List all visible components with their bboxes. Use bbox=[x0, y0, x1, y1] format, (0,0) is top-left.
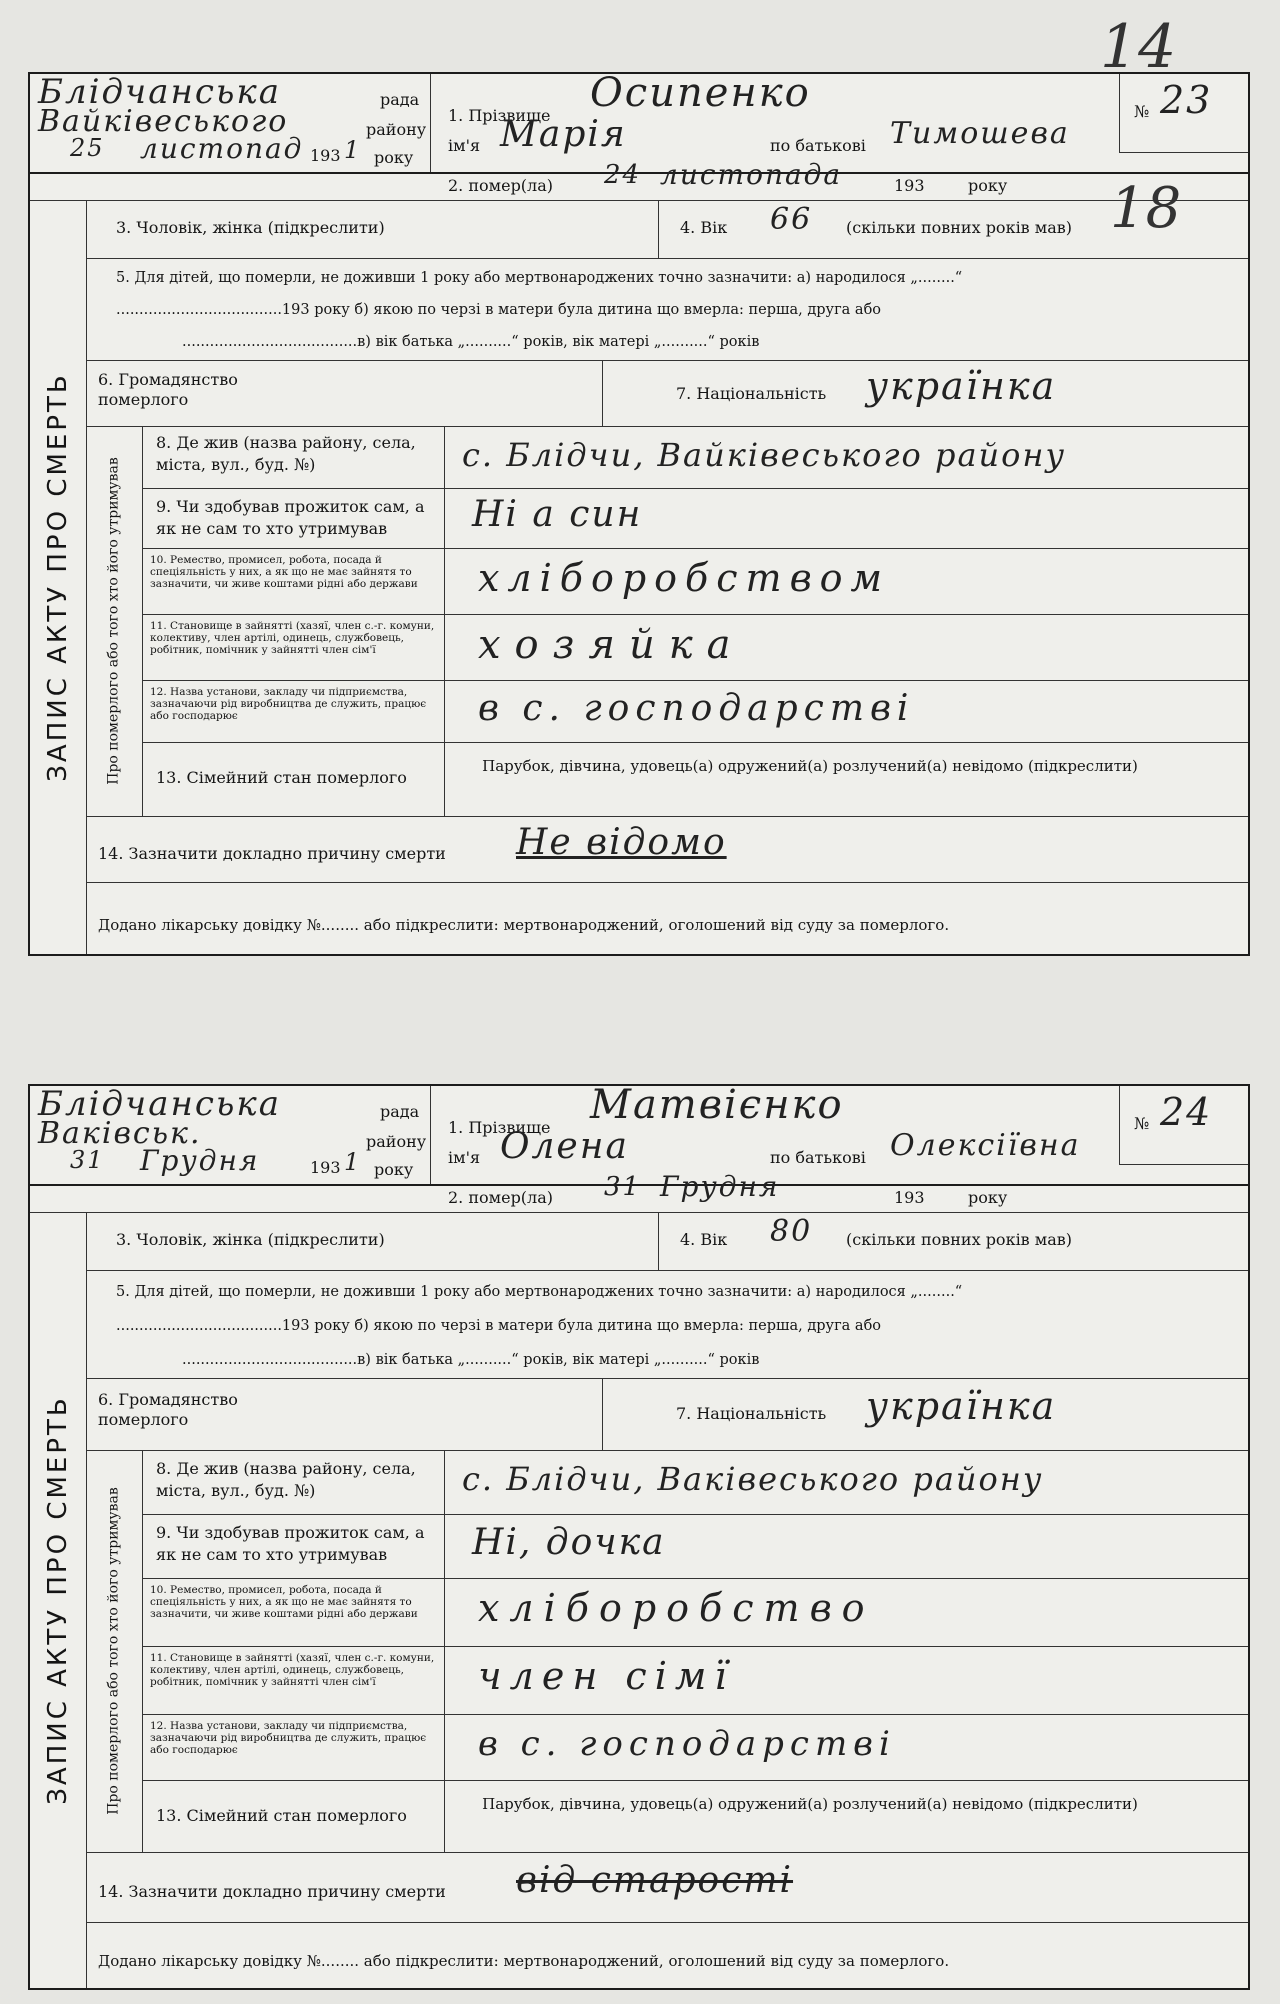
surname: Матвієнко bbox=[590, 1082, 844, 1128]
patronymic: Тимошева bbox=[890, 116, 1070, 151]
side-group-label: Про померлого або того хто його утримував bbox=[105, 457, 122, 785]
patronymic-label: по батькові bbox=[770, 136, 866, 155]
death-record-form-1 bbox=[28, 72, 1250, 956]
age-suffix: (скільки повних років мав) bbox=[846, 218, 1073, 237]
death-day: 24 bbox=[604, 160, 642, 190]
rada-name: Блідчанська bbox=[38, 72, 281, 112]
row-footer bbox=[86, 1922, 1248, 1986]
workplace-label: 12. Назва установи, закладу чи підприємства, зазначаючи рід виробництва де служить, працює або господарює bbox=[150, 1720, 427, 1756]
first-name-label: ім'я bbox=[448, 136, 481, 155]
vertical-title: ЗАПИС АКТУ ПРО СМЕРТЬ bbox=[43, 1395, 73, 1805]
form-header bbox=[30, 70, 1248, 174]
occupation-label: 10. Ремество, промисел, робота, посада й спеціяльність у них, а як що не має зайнятя то зазначити, чи живе коштами рідні або держави bbox=[150, 1584, 418, 1620]
rada-label: рада bbox=[380, 90, 420, 109]
rayon-name: Вайківеського bbox=[38, 104, 289, 139]
children-line-1: 5. Для дітей, що померли, не доживши 1 року або мертвонароджених точно зазначити: а) народилося „........“ bbox=[116, 270, 963, 286]
vertical-title: ЗАПИС АКТУ ПРО СМЕРТЬ bbox=[43, 372, 73, 782]
first-name-label: ім'я bbox=[448, 1148, 481, 1167]
occupation: хліборобство bbox=[478, 1586, 875, 1630]
record-number-box bbox=[1119, 74, 1248, 153]
row-status bbox=[142, 1646, 1248, 1715]
children-line-2: ....................................193 року б) якою по черзі в матери була дитина що вмерла: перша, друга або bbox=[116, 1318, 882, 1334]
reg-month: листопад bbox=[140, 132, 304, 165]
residence-label: 8. Де жив (назва району, села, міста, вул., буд. №) bbox=[156, 1459, 416, 1500]
nationality-label: 7. Національність bbox=[676, 384, 827, 403]
row-children bbox=[86, 1270, 1248, 1379]
corner-mark-1: 14 bbox=[1100, 12, 1177, 82]
roku-label: року bbox=[374, 148, 414, 167]
residence: с. Блідчи, Ваківеського району bbox=[462, 1460, 1044, 1498]
row-citizenship bbox=[86, 360, 1248, 427]
cause-label: 14. Зазначити докладно причину смерти bbox=[98, 1882, 446, 1901]
reg-year-digit: 1 bbox=[344, 136, 362, 164]
death-record-form-2 bbox=[28, 1084, 1250, 1990]
row-workplace bbox=[142, 1714, 1248, 1781]
rayon-name: Ваківськ. bbox=[38, 1116, 202, 1151]
side-group-column bbox=[86, 1450, 143, 1853]
row-marital bbox=[142, 1780, 1248, 1853]
reg-day: 31 bbox=[70, 1146, 105, 1174]
side-group-column bbox=[86, 426, 143, 817]
reg-day: 25 bbox=[70, 134, 105, 162]
record-number-box bbox=[1119, 1086, 1248, 1165]
occupation-label: 10. Ремество, промисел, робота, посада й спеціяльність у них, а як що не має зайнятя то зазначити, чи живе коштами рідні або держави bbox=[150, 554, 418, 590]
rada-name: Блідчанська bbox=[38, 1084, 281, 1124]
reg-year-prefix: 193 bbox=[310, 1158, 341, 1177]
row-cause bbox=[86, 816, 1248, 883]
patronymic-label: по батькові bbox=[770, 1148, 866, 1167]
row-occupation bbox=[142, 1578, 1248, 1647]
children-line-3: ......................................в) вік батька „..........“ років, вік матері „..........“ років bbox=[182, 334, 760, 350]
row-children bbox=[86, 258, 1248, 361]
livelihood: Ні а син bbox=[472, 494, 643, 535]
livelihood-label: 9. Чи здобував прожиток сам, а як не сам то хто утримував bbox=[156, 497, 425, 538]
nationality-label: 7. Національність bbox=[676, 1404, 827, 1423]
residence-label: 8. Де жив (назва району, села, міста, вул., буд. №) bbox=[156, 433, 416, 474]
reg-year-digit: 1 bbox=[344, 1148, 362, 1176]
row-livelihood bbox=[142, 488, 1248, 549]
surname: Осипенко bbox=[590, 70, 811, 116]
age-value: 66 bbox=[770, 202, 813, 237]
citizenship-label: 6. Громадянство померлого bbox=[98, 1390, 238, 1429]
number-sign: № bbox=[1134, 102, 1150, 121]
surname-label: 1. Прізвище bbox=[448, 106, 551, 125]
residence: с. Блідчи, Вайківеського району bbox=[462, 436, 1067, 474]
death-year-prefix: 193 bbox=[894, 176, 925, 195]
death-year-prefix: 193 bbox=[894, 1188, 925, 1207]
children-line-1: 5. Для дітей, що померли, не доживши 1 року або мертвонароджених точно зазначити: а) народилося „........“ bbox=[116, 1284, 963, 1300]
row-workplace bbox=[142, 680, 1248, 743]
workplace: в с. господарстві bbox=[478, 688, 915, 729]
row-sex-age bbox=[86, 1212, 1248, 1271]
form-header bbox=[30, 1082, 1248, 1186]
row-residence bbox=[142, 1450, 1248, 1515]
nationality: українка bbox=[866, 364, 1057, 408]
children-line-3: ......................................в) вік батька „..........“ років, вік матері „..........“ років bbox=[182, 1352, 760, 1368]
side-mark-1: 18 bbox=[1110, 176, 1182, 241]
occupation: хліборобством bbox=[478, 556, 891, 600]
side-group-label: Про померлого або того хто його утримував bbox=[105, 1487, 122, 1815]
vertical-title-column bbox=[30, 1212, 87, 1988]
row-cause bbox=[86, 1852, 1248, 1923]
marital-label: 13. Сімейний стан померлого bbox=[156, 768, 407, 787]
age-value: 80 bbox=[770, 1214, 813, 1249]
rada-label: рада bbox=[380, 1102, 420, 1121]
row-marital bbox=[142, 742, 1248, 817]
row-residence bbox=[142, 426, 1248, 489]
status-label: 11. Становище в зайнятті (хазяї, член с.-г. комуни, колективу, член артілі, одинець, службовець, робітник, помічник у зайнятті член сім'ї bbox=[150, 1652, 435, 1688]
sex-label: 3. Чоловік, жінка (підкреслити) bbox=[116, 218, 385, 237]
workplace: в с. господарстві bbox=[478, 1724, 896, 1764]
row-footer bbox=[86, 882, 1248, 952]
status: член сімї bbox=[478, 1654, 735, 1698]
cause: Не відомо bbox=[516, 822, 727, 863]
death-day: 31 bbox=[604, 1172, 642, 1202]
first-name: Олена bbox=[500, 1126, 629, 1167]
row-livelihood bbox=[142, 1514, 1248, 1579]
age-label: 4. Вік bbox=[680, 218, 728, 237]
record-number: 23 bbox=[1160, 78, 1213, 122]
reg-year-prefix: 193 bbox=[310, 146, 341, 165]
children-line-2: ....................................193 року б) якою по черзі в матери була дитина що вмерла: перша, друга або bbox=[116, 302, 882, 318]
livelihood-label: 9. Чи здобував прожиток сам, а як не сам то хто утримував bbox=[156, 1523, 425, 1564]
age-suffix: (скільки повних років мав) bbox=[846, 1230, 1073, 1249]
row-citizenship bbox=[86, 1378, 1248, 1451]
header-left bbox=[30, 1086, 431, 1184]
rayon-label: району bbox=[366, 120, 427, 139]
marital-label: 13. Сімейний стан померлого bbox=[156, 1806, 407, 1825]
death-month: листопада bbox=[660, 158, 843, 191]
row-sex-age bbox=[86, 200, 1248, 259]
citizenship-label: 6. Громадянство померлого bbox=[98, 370, 238, 409]
status: хозяйка bbox=[478, 622, 745, 668]
rayon-label: району bbox=[366, 1132, 427, 1151]
surname-label: 1. Прізвище bbox=[448, 1118, 551, 1137]
reg-month: Грудня bbox=[140, 1144, 260, 1177]
marital-options: Парубок, дівчина, удовець(а) одружений(а) розлучений(а) невідомо (підкреслити) bbox=[482, 757, 1138, 775]
age-label: 4. Вік bbox=[680, 1230, 728, 1249]
livelihood: Ні, дочка bbox=[472, 1522, 666, 1563]
sex-label: 3. Чоловік, жінка (підкреслити) bbox=[116, 1230, 385, 1249]
death-roku-label: року bbox=[968, 176, 1008, 195]
first-name: Марія bbox=[500, 114, 627, 155]
workplace-label: 12. Назва установи, закладу чи підприємства, зазначаючи рід виробництва де служить, працює або господарює bbox=[150, 686, 427, 722]
number-sign: № bbox=[1134, 1114, 1150, 1133]
nationality: українка bbox=[866, 1384, 1057, 1428]
footer-text: Додано лікарську довідку №........ або підкреслити: мертвонароджений, оголошений від суду за померлого. bbox=[98, 1952, 950, 1970]
roku-label: року bbox=[374, 1160, 414, 1179]
record-number: 24 bbox=[1160, 1090, 1213, 1134]
death-month: Грудня bbox=[660, 1170, 780, 1203]
row-occupation bbox=[142, 548, 1248, 615]
cause-label: 14. Зазначити докладно причину смерти bbox=[98, 844, 446, 863]
died-label: 2. помер(ла) bbox=[448, 176, 553, 195]
cause: від старості bbox=[516, 1860, 794, 1901]
header-left bbox=[30, 74, 431, 172]
death-roku-label: року bbox=[968, 1188, 1008, 1207]
marital-options: Парубок, дівчина, удовець(а) одружений(а) розлучений(а) невідомо (підкреслити) bbox=[482, 1795, 1138, 1813]
row-status bbox=[142, 614, 1248, 681]
vertical-title-column bbox=[30, 200, 87, 954]
died-label: 2. помер(ла) bbox=[448, 1188, 553, 1207]
patronymic: Олексіївна bbox=[890, 1128, 1081, 1163]
footer-text: Додано лікарську довідку №........ або підкреслити: мертвонароджений, оголошений від суду за померлого. bbox=[98, 916, 950, 934]
status-label: 11. Становище в зайнятті (хазяї, член с.-г. комуни, колективу, член артілі, одинець, службовець, робітник, помічник у зайнятті член сім'ї bbox=[150, 620, 435, 656]
